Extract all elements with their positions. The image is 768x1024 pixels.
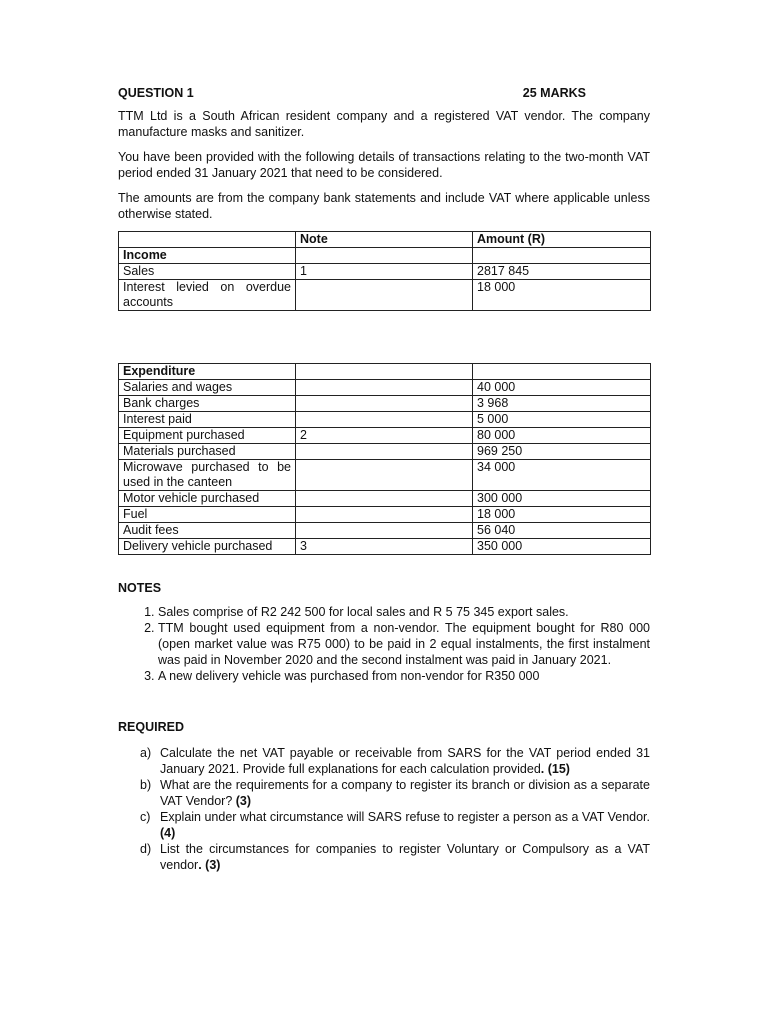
item-label: Fuel [119,507,296,523]
item-label: c) [140,810,151,824]
item-label: d) [140,842,152,856]
item-text: Calculate the net VAT payable or receivable from SARS for the VAT period ended 31 January 2021. Provide full explanations for each calculation provided [160,746,650,776]
item-note [296,380,473,396]
empty-cell [296,364,473,380]
required-heading: REQUIRED [118,720,184,734]
list-item: 2. TTM bought used equipment from a non-vendor. The equipment bought for R80 000 (open market value was R75 000) to be paid in 2 equal instalments, the first instalment was paid in November 2020 and the second instalment was paid in January 2021. [158,620,650,668]
section-label-expenditure: Expenditure [119,364,296,380]
item-label: Equipment purchased [119,428,296,444]
item-note [296,523,473,539]
expenditure-section-row [119,364,651,380]
list-item [140,841,650,873]
table-row [119,539,651,555]
item-note: 2 [296,428,473,444]
item-label: Delivery vehicle purchased [119,539,296,555]
item-label: Materials purchased [119,444,296,460]
item-label: Interest paid [119,412,296,428]
table-row [119,507,651,523]
intro-paragraph: TTM Ltd is a South African resident company and a registered VAT vendor. The company manufacture masks and sanitizer. [118,109,650,139]
item-note [296,491,473,507]
table-row [119,460,651,491]
table-row [119,396,651,412]
transactions-paragraph: You have been provided with the following details of transactions relating to the two-month VAT period ended 31 January 2021 that need to be considered. [118,150,650,180]
item-label: Salaries and wages [119,380,296,396]
item-mark: . (3) [198,858,221,872]
notes-heading: NOTES [118,581,162,595]
question-title: QUESTION 1 [118,86,194,100]
item-note: 3 [296,539,473,555]
item-mark: (3) [232,794,252,808]
item-note: 1 [296,264,473,280]
item-label: a) [140,746,152,760]
list-item [140,809,650,841]
item-amount: 80 000 [473,428,651,444]
item-amount: 969 250 [473,444,651,460]
item-text: What are the requirements for a company to register its branch or division as a separate VAT Vendor? [160,778,650,808]
empty-cell [296,248,473,264]
item-label: Interest levied on overdue accounts [119,280,296,311]
item-amount: 18 000 [473,280,651,311]
header-amount: Amount (R) [473,232,651,248]
list-item [140,745,650,777]
item-amount: 300 000 [473,491,651,507]
item-label: b) [140,778,152,792]
table-row [119,491,651,507]
notes-list [118,604,650,684]
item-note [296,460,473,491]
list-item [140,777,650,809]
item-text: Explain under what circumstance will SARS refuse to register a person as a VAT Vendor. [160,810,650,824]
item-label: Sales [119,264,296,280]
document-content [118,86,650,873]
item-amount: 5 000 [473,412,651,428]
empty-cell [473,248,651,264]
item-amount: 34 000 [473,460,651,491]
item-text: List the circumstances for companies to register Voluntary or Compulsory as a VAT vendor [160,842,650,872]
header-note: Note [296,232,473,248]
question-marks: 25 MARKS [522,86,586,100]
item-note [296,444,473,460]
item-note [296,396,473,412]
income-table [118,231,651,311]
item-label: Microwave purchased to be used in the canteen [119,460,296,491]
item-amount: 2817 845 [473,264,651,280]
item-label: Bank charges [119,396,296,412]
item-note [296,412,473,428]
table-header-row [119,232,651,248]
table-row [119,523,651,539]
item-mark: . (15) [540,762,570,776]
item-amount: 56 040 [473,523,651,539]
table-row [119,412,651,428]
item-amount: 3 968 [473,396,651,412]
item-note [296,280,473,311]
list-item: 1. Sales comprise of R2 242 500 for local sales and R 5 75 345 export sales. [158,604,650,620]
item-label: Motor vehicle purchased [119,491,296,507]
list-item: 3. A new delivery vehicle was purchased from non-vendor for R350 000 [158,668,650,684]
item-mark: (4) [160,826,176,840]
table-row [119,380,651,396]
expenditure-table [118,363,651,555]
table-row [119,444,651,460]
item-amount: 40 000 [473,380,651,396]
item-note [296,507,473,523]
section-label-income: Income [119,248,296,264]
item-amount: 18 000 [473,507,651,523]
header-cell [119,232,296,248]
income-section-row [119,248,651,264]
item-amount: 350 000 [473,539,651,555]
amounts-paragraph: The amounts are from the company bank statements and include VAT where applicable unless otherwise stated. [118,191,650,221]
empty-cell [473,364,651,380]
item-label: Audit fees [119,523,296,539]
question-header [118,86,650,100]
table-row [119,280,651,311]
table-row [119,428,651,444]
table-row [119,264,651,280]
required-list [118,745,650,873]
